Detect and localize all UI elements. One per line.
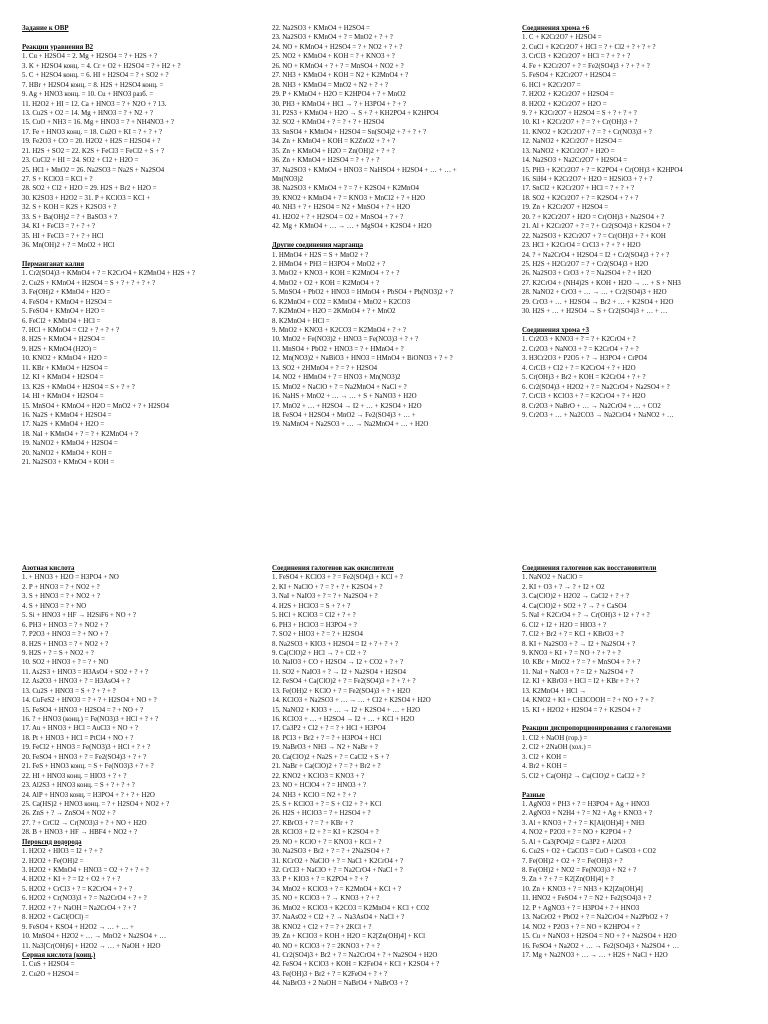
equation-line: 8. Fe(OH)2 + NO2 = Fe(NO3)3 + N2 + ? — [522, 867, 637, 874]
equation-line: 9. H2S + KMnO4 (H2O) = — [22, 345, 97, 353]
equation-line: 6. HCl + K2Cr2O7 = — [522, 81, 581, 89]
equation-line: 25. Ca(HS)2 + HNO3 конц. = ? + H2SO4 + NO2 + ? — [22, 800, 170, 808]
equation-line: 13. Fe(OH)2 + KClO + ? = Fe2(SO4)3 + ? + H2O — [272, 687, 411, 695]
equation-line: 22. Na2SO3 + K2Cr2O7 + ? = Cr(OH)3 + ? + KOH — [522, 232, 666, 240]
equation-line: 2. Cr2O3 + NaNO3 + ? = K2CrO4 + ? + ? — [522, 345, 639, 353]
equation-line: 25. HCl + MnO2 = 26. Na2SO3 = Na2S + Na2SO4 — [22, 166, 165, 174]
equation-line: 4. Fe + K2Cr2O7 + ? = Fe2(SO4)3 + ? + ? + ? — [522, 62, 650, 70]
column-3 — [522, 24, 758, 420]
equation-line: 27. S + KClO3 = KCl + ? — [22, 176, 93, 183]
equation-line: 2. Cu2S + KMnO4 + H2SO4 = S + ? + ? + ? + ? — [22, 279, 156, 287]
equation-line: 1. + HNO3 + H2O = H3PO4 + NO — [22, 574, 119, 582]
equation-line: 2. P + HNO3 = ? + NO2 + ? — [22, 583, 100, 591]
equation-line: 35. HI + FeCl3 = ? + ? + HCl — [22, 232, 104, 240]
equation-line: 17. Fe + HNO3 конц. = 18. Cu2O + KI = ? + ? + ? — [22, 128, 163, 136]
equation-line: 19. Fe2O3 + CO = 20. H2O2 + H2S = H2SO4 + ? — [22, 138, 161, 146]
equation-line: 9. Zn + ? + ? = K2[Zn(OH)4] + ? — [522, 876, 614, 884]
equation-line: 41. H2O2 + ? + H2SO4 = O2 + MnSO4 + ? + ? — [272, 213, 404, 221]
equation-line: 34. KI + FeCl3 = ? + ? + ? — [22, 223, 95, 231]
equation-line: 1. Cr2O3 + KNO3 + ? = ? + K2CrO4 + ? — [522, 336, 636, 344]
equation-line: 15. MnO2 + NaClO + ? = Na2MnO4 + NaCl + ? — [272, 383, 407, 391]
equation-line: 25. NO2 + KMnO4 + KOH = ? + KNO3 + ? — [272, 53, 395, 61]
equation-line: 7. Cl2 + Br2 + ? = KCl + KBrO3 + ? — [522, 631, 624, 639]
spacer — [272, 232, 508, 241]
equation-line: 25. S + KClO3 + ? = S + Cl2 + ? + KCl — [272, 800, 382, 808]
equation-line: 2. H2O2 + Fe(OH)2 = — [22, 857, 84, 865]
equation-line: 2. AgNO3 + N2H4 + ? = N2 + Ag + KNO3 + ? — [522, 810, 653, 818]
equation-line: 5. Cl2 + Ca(OH)2 → Ca(ClO)2 + CaCl2 + ? — [522, 772, 645, 780]
equation-line: 29. CrO3 + … + H2SO4 → Br2 + … + K2SO4 + H2O — [522, 298, 674, 306]
equation-line: 5. NaI + K2CrO4 + ? → Cr(OH)3 + I2 + ? + ? — [522, 612, 650, 620]
equation-line: 27. K2CrO4 + (NH4)2S + KOH + H2O → … + S + NH3 — [522, 279, 681, 287]
equation-line: 27. KBrO3 + ? = ? + KBr + ? — [272, 819, 353, 827]
equation-line: 8. H2S + HNO3 = ? + NO2 + ? — [22, 640, 109, 648]
equation-line: 14. KClO3 + Na2SO3 + … → … + Cl2 + K2SO4 + H2O — [272, 697, 431, 705]
equation-line: 10. NaIO3 + CO + H2SO4 → I2 + CO2 + ? + ? — [272, 659, 404, 667]
equation-line: 27. NH3 + KMnO4 + KOH = N2 + K2MnO4 + ? — [272, 72, 409, 80]
spacer — [22, 33, 258, 42]
equation-line: 3. Ca(ClO)2 + H2O2 → CaCl2 + ? + ? — [522, 593, 629, 601]
equation-line: 3. CrCl3 + K2Cr2O7 + HCl = ? + ? + ? — [522, 53, 631, 61]
equation-line: 35. NO + KClO3 + ? → KNO3 + ? + ? — [272, 895, 380, 903]
equation-line: 4. Br2 + KOH = — [522, 763, 568, 771]
column-6 — [522, 564, 758, 960]
column-2 — [272, 24, 508, 430]
equation-line: 15. MnSO4 + KMnO4 + H2O = MnO2 + ? + H2SO4 — [22, 402, 169, 410]
equation-line: 1. H2O2 + HIO3 = I2 + ? + ? — [22, 848, 103, 856]
equation-line: 25. H2S + H2Cr2O7 = ? + Cr2(SO4)3 + H2O — [522, 260, 649, 268]
equation-line: 2. HMnO4 + PH3 = H3PO4 + MnO2 + ? — [272, 260, 386, 268]
equation-line: 24. AlP + HNO3 конц. = H3PO4 + ? + ? + H2O — [22, 791, 155, 799]
equation-line: 18. Pt + HNO3 + HCl = PtCl4 + NO + ? — [22, 734, 134, 742]
equation-line: 9. Ca(ClO)2 + HCl → ? + Cl2 + ? — [272, 649, 366, 657]
equation-line: 1. Cl2 + NaOH (гор.) = — [522, 734, 588, 742]
equation-line: 5. Cr(OH)3 + Br2 + KOH = K2CrO4 + ? + ? — [522, 374, 646, 382]
equation-line: 36. Zn + KMnO4 + H2SO4 = ? + ? + ? — [272, 157, 380, 165]
equation-line: 41. Cr2(SO4)3 + Br2 + ? = Na2CrO4 + ? + Na2SO4 + H2O — [272, 951, 438, 959]
equation-line: 17. MnO2 + … + H2SO4 → I2 + … + K2SO4 + H2O — [272, 402, 422, 410]
equation-line: 2. KI + O3 + ? → ? + I2 + O2 — [522, 583, 605, 591]
section-heading: Перманганат калия — [22, 260, 85, 268]
equation-line: 16. Na2S + KMnO4 + H2SO4 = — [22, 411, 112, 419]
equation-line: 17. Mg + Na2NO3 + … → … + H2S + NaCl + H2O — [522, 951, 668, 959]
equation-line: 33. S + Ba(OH)2 = ? + BaSO3 + ? — [22, 213, 118, 221]
equation-line: 32. CrCl3 + NaClO + ? = Na2CrO4 + NaCl + ? — [272, 867, 403, 874]
equation-line: 34. MnO2 + KClO3 + ? = K2MnO4 + KCl + ? — [272, 885, 401, 893]
equation-line: 24. NO + KMnO4 + H2SO4 = ? + NO2 + ? + ? — [272, 43, 403, 51]
equation-line: 13. NaCrO2 + PbO2 + ? = Na2CrO4 + Na2PbO2 + ? — [522, 914, 669, 922]
equation-line: 6. PH3 + HClO3 = H3PO4 + ? — [272, 621, 357, 629]
equation-line: 3. Al + KNO3 + ? + ? = K[Al(OH)4] + NH3 — [522, 819, 645, 827]
equation-line: 6. FeCl2 + KMnO4 + HCl = — [22, 317, 101, 325]
equation-line: 6. Cl2 + I2 + H2O = HIO3 + ? — [522, 621, 607, 629]
equation-line: 8. H2O2 + K2Cr2O7 + H2O = — [522, 100, 607, 108]
equation-line: 42. FeSO4 + KClO3 + KOH = K2FeO4 + KCl + K2SO4 + ? — [272, 961, 440, 969]
equation-line: 9. MnO2 + KNO3 + K2CO3 = K2MnO4 + ? + ? — [272, 327, 406, 334]
equation-line: 6. Cu2S + O2 + CaCO3 = CuO + CaSO3 + CO2 — [522, 848, 656, 856]
column-5 — [272, 564, 508, 989]
section-heading: Соединения галогенов как восстановители — [522, 565, 657, 572]
equation-line: 36. MnO2 + KClO3 + K2CO3 = K2MnO4 + KCl + CO2 — [272, 904, 430, 912]
equation-line: 3. NaI + NaIO3 + ? = ? + Na2SO4 + ? — [272, 593, 378, 601]
equation-line: 28. SO2 + Cl2 + H2O = 29. H2S + Br2 + H2O = — [22, 185, 157, 193]
equation-line: 18. PCl3 + Br2 + ? = ? + H3PO4 + HCl — [272, 734, 382, 742]
equation-line: 8. Na2SO3 + KIO3 + H2SO4 = I2 + ? + ? + ? — [272, 640, 398, 648]
equation-line: 38. KNO2 + Cl2 + ? = ? + 2KCl + ? — [272, 923, 372, 931]
equation-line: 1. Cr2(SO4)3 + KMnO4 + ? = K2CrO4 + K2MnO4 + H2S + ? — [22, 270, 195, 278]
equation-line: 1. CuS + H2SO4 = — [22, 961, 75, 969]
equation-line: 36. Mn(OH)2 + ? = MnO2 + HCl — [22, 242, 115, 250]
equation-line: 7. HBr + H2SO4 конц. = 8. H2S + H2SO4 конц. = — [22, 81, 164, 89]
equation-line: 6. PH3 + HNO3 = ? + NO2 + ? — [22, 621, 109, 629]
equation-line: 19. Zn + K2Cr2O7 + H2SO4 = — [522, 204, 609, 212]
equation-line: 1. C + K2Cr2O7 + H2SO4 = — [522, 34, 602, 42]
equation-line: 17. SnCl2 + K2Cr2O7 + HCl = ? + ? + ? — [522, 185, 635, 193]
equation-line: 32. SO2 + KMnO4 + ? = ? + ? + H2SO4 — [272, 119, 385, 127]
column-4 — [22, 564, 258, 979]
equation-line: 27. ? + CrCl2 → Cr(NO3)3 + ? + NO + H2O — [22, 819, 147, 827]
equation-line: 33. SnSO4 + KMnO4 + H2SO4 = Sn(SO4)2 + ? + ? + ? — [272, 128, 427, 136]
equation-line: 14. HI + KMnO4 + H2SO4 = — [22, 393, 104, 401]
equation-line: 18. NaI + KMnO4 + ? = ? + K2MnO4 + ? — [22, 430, 138, 438]
equation-line: 33. P + KIO3 + ? = K2PO4 + ? + ? — [272, 876, 369, 884]
equation-line: 3. MnO2 + KNO3 + KOH = K2MnO4 + ? + ? — [272, 270, 400, 278]
equation-line: 38. Na2SO3 + KMnO4 + ? = ? + K2SO4 + K2MnO4 — [272, 185, 419, 193]
equation-line: 4. H2S + HClO3 = S + ? + ? — [272, 602, 351, 610]
equation-line: 12. Mn(NO3)2 + NaBiO3 + HNO3 = HMnO4 + BiONO3 + ? + ? — [272, 355, 453, 363]
equation-line: 5. Al + Ca3(PO4)2 = Ca3P2 + Al2O3 — [522, 838, 626, 846]
equation-line: 12. FeSO4 + Ca(ClO)2 + ? = Fe2(SO4)3 + ? + ? + ? — [272, 678, 416, 686]
equation-line: 35. Zn + KMnO4 + H2O = Zn(OH)2 + ? + ? — [272, 147, 395, 155]
equation-line: 15. PH3 + K2Cr2O7 + ? = K2PO4 + Cr(OH)3 + K2HPO4 — [522, 166, 683, 174]
equation-line: 8. K2MnO4 + HCl = — [272, 317, 330, 325]
equation-line: 9. FeSO4 + KSO4 + H2O2 → … + … + — [22, 923, 134, 931]
equation-line: 20. NaNO2 + KMnO4 + KOH = — [22, 449, 112, 457]
column-1 — [22, 24, 258, 468]
equation-line: 4. S + HNO3 = ? + NO — [22, 602, 87, 610]
equation-line: 2. Cl2 + 2NaOH (хол.) = — [522, 744, 592, 752]
section-heading: Разные — [522, 791, 545, 799]
equation-line: 11. KNO2 + K2Cr2O7 + ? = ? + Cr(NO3)3 + ? — [522, 128, 652, 136]
equation-line: 6. Cr2(SO4)3 + H2O2 + ? = Na2CrO4 + Na2SO4 + ? — [522, 383, 670, 391]
equation-line: 24. ? + Na2CrO4 + H2SO4 = I2 + Cr2(SO4)3 + ? + ? — [522, 251, 670, 259]
equation-line: 12. As2O3 + HNO3 + ? = H3AsO4 + ? — [22, 678, 130, 686]
equation-line: 26. Na2SO3 + CrO3 + ? = Na2SO4 + ? + H2O — [522, 270, 652, 278]
equation-line: 15. CuO + NH3 = 16. Mg + HNO3 = ? + NH4NO3 + ? — [22, 119, 174, 127]
section-heading: Задание к ОВР — [22, 25, 69, 32]
equation-line: 21. Al + K2Cr2O7 + ? = ? + Cr2(SO4)3 + K2SO4 + ? — [522, 223, 671, 231]
equation-line: 26. H2S + HClO3 = ? + H2SO4 + ? — [272, 810, 371, 818]
equation-line: 31. KCrO2 + NaClO + ? = NaCl + K2CrO4 + ? — [272, 857, 404, 865]
equation-line: 10. Zn + KNO3 + ? = NH3 + K2[Zn(OH)4] — [522, 885, 643, 893]
equation-line: 9. Cr2O3 + … + Na2CO3 → Na2CrO4 + NaNO2 + … — [522, 411, 674, 419]
equation-line: 23. Al2S3 + HNO3 конц. = S + ? + ? + ? — [22, 782, 135, 790]
equation-line: 22. HI + HNO3 конц. = HIO3 + ? + ? — [22, 772, 127, 780]
equation-line: 14. NO2 + HMnO4 + ? = HNO3 + Mn(NO3)2 — [272, 374, 401, 382]
equation-line: 11. As2S3 + HNO3 = H3AsO4 + SO2 + ? + ? — [22, 668, 148, 676]
equation-line: 12. NaNO2 + K2Cr2O7 + H2SO4 = — [522, 138, 622, 146]
equation-line: 42. Mg + KMnO4 + … → … + MgSO4 + K2SO4 + H2O — [272, 223, 432, 231]
equation-line: 13. NaNO2 + K2Cr2O7 + H2O = — [522, 147, 615, 155]
equation-line: 29. NO + KClO + ? = KNO3 + KCl + ? — [272, 838, 382, 846]
equation-line: Mn(NO3)2 — [272, 176, 304, 183]
equation-line: 5. MnSO4 + PbO2 + HNO3 = HMnO4 + PbSO4 + Pb(NO3)2 + ? — [272, 289, 454, 297]
equation-line: 30. Na2SO3 + Br2 + ? = ? + 2Na2SO4 + ? — [272, 848, 390, 856]
equation-line: 43. Fe(OH)3 + Br2 + ? = K2FeO4 + ? + ? — [272, 970, 388, 978]
equation-line: 26. ZnS + ? → ZnSO4 + NO2 + ? — [22, 810, 116, 818]
equation-line: 14. CuFeS2 + HNO3 = ? + ? + H2SO4 + NO + ? — [22, 697, 157, 705]
equation-line: 7. K2MnO4 + H2O = 2KMnO4 + ? + MnO2 — [272, 308, 396, 316]
equation-line: 31. P2S3 + KMnO4 + H2O → S + ? + KH2PO4 + K2HPO4 — [272, 109, 439, 117]
equation-line: 16. SiH4 + K2Cr2O7 + H2O = H2SiO3 + ? + ? — [522, 176, 653, 183]
equation-line: 10. MnSO4 + H2O2 + … → MnO2 + Na2SO4 + … — [22, 933, 167, 941]
equation-line: 37. NaAsO2 + Cl2 + ? → Na3AsO4 + NaCl + ? — [272, 914, 405, 922]
equation-line: 4. CrCl3 + Cl2 + ? = K2CrO4 + ? + H2O — [522, 364, 636, 372]
equation-line: 10. KNO2 + KMnO4 + H2O = — [22, 355, 108, 363]
equation-line: 16. NaHS + MnO2 + … → … + S + NaNO3 + H2O — [272, 393, 417, 401]
spacer — [522, 781, 758, 790]
equation-line: 39. KNO2 + KMnO4 + ? = KNO3 + MnCl2 + ? + H2O — [272, 194, 426, 202]
equation-line: 13. K2S + KMnO4 + H2SO4 = S + ? + ? — [22, 383, 135, 391]
equation-line: 8. Cr2O3 + NaBrO + … → Na2CrO4 + … + CO2 — [522, 402, 661, 410]
equation-line: 32. S + KOH = K2S + K2SO3 + ? — [22, 204, 117, 212]
equation-line: 28. B + HNO3 + HF → HBF4 + NO2 + ? — [22, 829, 138, 837]
equation-line: 4. Ca(ClO)2 + SO2 + ? → ? + CaSO4 — [522, 602, 627, 610]
section-heading: Соединения хрома +3 — [522, 327, 590, 334]
equation-line: 5. FeSO4 + K2Cr2O7 + H2SO4 = — [522, 72, 617, 80]
equation-line: 20. Ca(ClO)2 + Na2S + ? = CaCl2 + S + ? — [272, 753, 390, 761]
equation-line: 7. P2O3 + HNO3 = ? + NO + ? — [22, 631, 109, 639]
equation-line: 23. HCl + K2CrO4 = CrCl3 + ? + ? + H2O — [522, 242, 641, 250]
equation-line: 3. K + H2SO4 конц. = 4. Cr + O2 + H2SO4 = ? + H2 + ? — [22, 62, 181, 70]
equation-line: 8. H2S + KMnO4 + H2SO4 = — [22, 336, 106, 344]
equation-line: 13. Cu2S + HNO3 = S + ? + ? + ? — [22, 687, 116, 695]
equation-line: 18. FeSO4 + H2SO4 + MnO2 → Fe2(SO4)3 + … + — [272, 411, 416, 419]
equation-line: 3. H3Cr2O3 + P2O5 + ? → H3PO4 + CrPO4 — [522, 355, 647, 363]
equation-line: 24. NH3 + KClO = N2 + ? + ? — [272, 791, 357, 799]
equation-line: 12. KI + KMnO4 + H2SO4 = — [22, 374, 104, 382]
equation-line: 15. NaNO2 + KIO3 + … → I2 + K2SO4 + … + H2O — [272, 706, 421, 714]
equation-line: 1. AgNO3 + PH3 + ? = H3PO4 + Ag + HNO3 — [522, 800, 650, 808]
equation-line: 3. Cl2 + KOH = — [522, 753, 567, 761]
equation-line: 16. KClO3 + … + H2SO4 → I2 + … + KCl + H2O — [272, 716, 415, 723]
equation-line: 3. S + HNO3 = ? + NO2 + ? — [22, 593, 100, 601]
equation-line: 30. K2SO3 + H2O2 = 31. P + KClO3 = KCl + — [22, 194, 151, 202]
equation-line: 1. Cu + H2SO4 = 2. Mg + H2SO4 = ? + H2S + ? — [22, 53, 158, 61]
equation-line: 14. Na2SO3 + Na2Cr2O7 + H2SO4 = — [522, 157, 628, 165]
equation-line: 15. FeSO4 + HNO3 + H2SO4 = ? + NO + ? — [22, 706, 144, 714]
section-heading: Реакции уравнения В2 — [22, 43, 94, 51]
equation-line: 6. K2MnO4 + CO2 = KMnO4 + MnO2 + K2CO3 — [272, 298, 411, 306]
equation-line: 5. HCl + KClO3 = Cl2 + ? + ? — [272, 612, 356, 620]
equation-line: 11. NaI + NaIO3 + ? = I2 + Na2SO4 + ? — [522, 668, 634, 676]
equation-line: 5. FeSO4 + KMnO4 + H2O = — [22, 308, 105, 316]
equation-line: 7. SO2 + HIO3 + ? = ? + H2SO4 — [272, 631, 363, 639]
equation-line: 4. FeSO4 + KMnO4 + H2SO4 = — [22, 298, 112, 306]
equation-line: 1. FeSO4 + KClO3 + ? = Fe2(SO4)3 + KCl + ? — [272, 574, 403, 582]
equation-line: 14. KNO2 + KI + CH3COOH = ? + NO + ? + ? — [522, 697, 654, 705]
equation-line: 7. HCl + KMnO4 = Cl2 + ? + ? + ? — [22, 327, 120, 334]
equation-line: 21. NaBr + Ca(ClO)2 + ? = ? + Br2 + ? — [272, 763, 381, 771]
equation-line: 11. MnSO4 + PbO2 + HNO3 = ? + HMnO4 + ? — [272, 345, 404, 353]
equation-line: 2. CuCl + K2Cr2O7 + HCl = ? + Cl2 + ? + ? + ? — [522, 43, 656, 51]
equation-line: 1. NaNO2 + NaClO = — [522, 574, 583, 582]
equation-line: 23. NO + HClO4 + ? = HNO3 + ? — [272, 782, 367, 790]
equation-line: 11. SO2 + NaIO3 + ? → I2 + Na2SO4 + H2SO4 — [272, 668, 406, 676]
equation-line: 4. MnO2 + O2 + KOH = K2MnO4 + ? — [272, 279, 380, 287]
equation-line: 22. Na2SO3 + KMnO4 + H2SO4 = — [272, 25, 370, 32]
equation-line: 11. HNO2 + FeSO4 + ? = N2 + Fe2(SO4)3 + ? — [522, 895, 652, 903]
equation-line: 3. Fe(OH)2 + KMnO4 + H2O = — [22, 289, 111, 297]
equation-line: 2. KI + NaClO + ? = ? + ? + K2SO4 + ? — [272, 583, 383, 591]
equation-line: 16. ? + HNO3 (конц.) = Fe(NO3)3 + HCl + ? + ? — [22, 716, 159, 723]
equation-line: 5. H2O2 + CrCl3 + ? = K2CrO4 + ? + ? — [22, 885, 133, 893]
equation-line: 10. KI + K2Cr2O7 + ? = ? + Cr(OH)3 + ? — [522, 119, 638, 127]
equation-line: 39. Zn + KClO3 + KOH + H2O = K2[Zn(OH)4] + KCl — [272, 933, 426, 941]
equation-line: 17. Na2S + KMnO4 + H2O = — [22, 421, 105, 429]
equation-line: 8. KI + Na2SO3 + ? → I2 + Na2SO4 + ? — [522, 640, 636, 648]
equation-line: 17. Ca3P2 + Cl2 + ? = ? + HCl + H3PO4 — [272, 725, 386, 733]
equation-line: 6. H2O2 + Cr(NO3)3 + ? = Na2CrO4 + ? + ? — [22, 895, 147, 903]
equation-line: 7. Fe(OH)2 + O2 + ? = Fe(OH)3 + ? — [522, 857, 623, 865]
equation-line: 37. Na2SO3 + KMnO4 + HNO3 = NaHSO4 + H2SO4 + … + … + — [272, 166, 457, 174]
equation-line: 7. CrCl3 + KClO3 + ? = K2CrO4 + ? + H2O — [522, 393, 646, 401]
spacer — [522, 317, 758, 326]
equation-line: 9. H2S + ? = S + NO2 + ? — [22, 649, 94, 657]
equation-line: 28. KClO3 + I2 + ? = KI + K2SO4 + ? — [272, 829, 379, 837]
equation-line: 28. NaNO2 + CrO3 + … → … + Cr2(SO4)3 + H2O — [522, 289, 667, 297]
equation-line: 19. NaBrO3 + NH3 → N2 + NaBr + ? — [272, 744, 378, 752]
equation-line: 26. NO + KMnO4 + ? + ? = MnSO4 + NO2 + ? — [272, 62, 404, 70]
equation-line: 19. FeCl2 + HNO3 = Fe(NO3)3 + HCl + ? + ? — [22, 744, 151, 752]
equation-line: 11. Na3[Cr(OH)6] + H2O2 → … + NaOH + H2O — [22, 942, 161, 950]
section-heading: Реакции диспропорционирования с галогенами — [522, 725, 672, 733]
equation-line: 23. CuCl2 + HI = 24. SO2 + Cl2 + H2O = — [22, 157, 139, 165]
equation-line: 30. PH3 + KMnO4 + HCl → ? + H3PO4 + ? + ? — [272, 100, 406, 108]
equation-line: 19. NaNO2 + KMnO4 + H2SO4 = — [22, 440, 118, 448]
equation-line: 12. P + AgNO3 + ? = H3PO4 + ? + HNO3 — [522, 904, 640, 912]
equation-line: 11. KBr + KMnO4 + H2SO4 = — [22, 364, 108, 372]
equation-line: 17. Au + HNO3 + HCl = AuCl3 + NO + ? — [22, 725, 138, 733]
equation-line: 40. NO + KClO3 + ? = 2KNO3 + ? + ? — [272, 942, 380, 950]
equation-line: 14. NO2 + P2O3 + ? = NO + K2HPO4 + ? — [522, 923, 640, 931]
equation-line: 19. NaMnO4 + Na2SO3 + … → Na2MnO4 + … + H2O — [272, 421, 429, 429]
section-heading: Азотная кислота — [22, 565, 75, 572]
equation-line: 13. SO2 + 2HMnO4 + ? = ? + H2SO4 — [272, 364, 378, 372]
section-heading: Пероксид водорода — [22, 838, 82, 846]
equation-line: 30. H2S + … + H2SO4 → S + Cr2(SO4)3 + … + … — [522, 308, 668, 316]
equation-line: 9. KNO3 + KI + ? = NO + ? + ? + ? — [522, 649, 621, 657]
equation-line: 11. H2O2 + HI = 12. Ca + HNO3 = ? + N2O + ? 13. — [22, 100, 167, 108]
equation-line: 2. Cu2O + H2SO4 = — [22, 970, 79, 978]
equation-line: 13. Cu2S + O2 = 14. Mg + HNO3 = ? + N2 + ? — [22, 109, 153, 117]
equation-line: 7. H2O2 + K2Cr2O7 + H2SO4 = — [522, 91, 614, 99]
equation-line: 9. Ag + HNO3 конц. = 10. Cu + HNO3 разб. = — [22, 91, 154, 99]
equation-line: 10. MnO2 + Fe(NO3)2 + HNO3 = Fe(NO3)3 + ? + ? — [272, 336, 419, 344]
equation-line: 4. NO2 + P2O3 + ? = NO + K2PO4 + ? — [522, 829, 632, 837]
equation-line: 29. P + KMnO4 + H2O = K2HPO4 + ? + MnO2 — [272, 91, 406, 99]
equation-line: 15. KI + H2O2 + H2SO4 = ? + K2SO4 + ? — [522, 706, 641, 714]
equation-line: 20. ? + K2Cr2O7 + H2O = Cr(OH)3 + Na2SO4 + ? — [522, 213, 665, 221]
spacer — [522, 715, 758, 724]
equation-line: 44. NaBrO3 + 2 NaOH = NaBrO4 + NaBrO3 + ? — [272, 980, 408, 988]
equation-line: 18. SO2 + K2Cr2O7 + ? = K2SO4 + ? + ? — [522, 194, 639, 202]
equation-line: 8. H2O2 + CaCl(OCl) = — [22, 914, 89, 922]
equation-line: 15. Cu + NaNO3 + H2SO4 = NO + ? + Na2SO4 + H2O — [522, 933, 677, 941]
equation-line: 21. H2S + SO2 = 22. K2S + FeCl3 = FeCl2 + S + ? — [22, 147, 165, 155]
equation-line: 28. NH3 + KMnO4 = MnO2 + N2 + ? + ? — [272, 81, 388, 89]
section-heading: Другие соединения марганца — [272, 242, 364, 250]
equation-line: 3. H2O2 + KMnO4 + HNO3 = O2 + ? + ? + ? — [22, 867, 149, 874]
equation-line: 23. Na2SO3 + KMnO4 + ? = MnO2 + ? + ? — [272, 34, 393, 42]
equation-line: 21. Na2SO3 + KMnO4 + KOH = — [22, 459, 115, 467]
equation-line: 5. Si + HNO3 + HF → H2SiF6 + NO + ? — [22, 612, 136, 620]
equation-line: 16. FeSO4 + Na2O2 + … → Fe2(SO4)3 + Na2SO4 + … — [522, 942, 680, 950]
equation-line: 34. Zn + KMnO4 + KOH = K2ZnO2 + ? + ? — [272, 138, 396, 146]
equation-line: 9. ? + K2Cr2O7 + H2SO4 = S + ? + ? + ? — [522, 109, 637, 117]
spacer — [22, 251, 258, 260]
equation-line: 7. H2O2 + ? + NaOH = Na2CrO4 + ? + ? — [22, 904, 137, 912]
equation-line: 20. FeSO4 + HNO3 + ? = Fe2(SO4)3 + ? + ? — [22, 753, 147, 761]
section-heading: Серная кислота (конц.) — [22, 951, 96, 959]
equation-line: 21. FeS + HNO3 конц. = S + Fe(NO3)3 + ? + ? — [22, 763, 154, 771]
section-heading: Соединения хрома +6 — [522, 25, 590, 32]
equation-line: 4. H2O2 + KI + ? = I2 + O2 + ? + ? — [22, 876, 121, 884]
equation-line: 22. KNO2 + KClO3 = KNO3 + ? — [272, 772, 365, 780]
section-heading: Соединения галогенов как окислители — [272, 565, 394, 572]
equation-line: 5. C + H2SO4 конц. = 6. HI + H2SO4 = ? + SO2 + ? — [22, 72, 169, 80]
equation-line: 10. SO2 + HNO3 + ? = ? + NO — [22, 659, 109, 667]
equation-line: 12. KI + KBrO3 + HCl = I2 + KBr + ? + ? — [522, 678, 640, 686]
equation-line: 10. KBr + MnO2 + ? = ? + MnSO4 + ? + ? — [522, 659, 641, 667]
equation-line: 1. HMnO4 + H2S = S + MnO2 + ? — [272, 251, 369, 259]
equation-line: 40. NH3 + ? + H2SO4 = N2 + MnSO4 + ? + H2O — [272, 204, 411, 212]
equation-line: 13. K2MnO4 + HCl → — [522, 687, 587, 695]
